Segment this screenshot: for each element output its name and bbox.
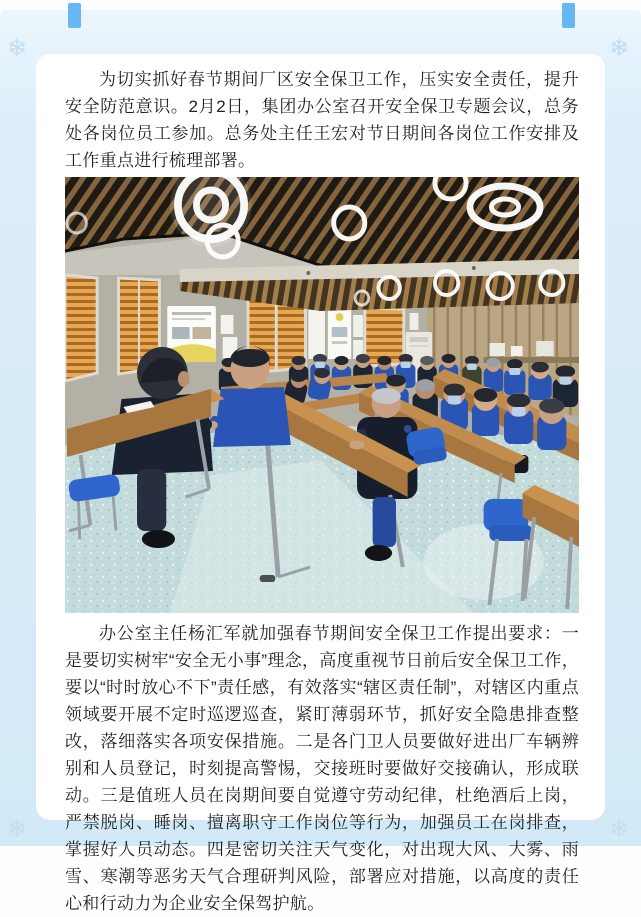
snowflake-icon: ❄ <box>609 815 630 843</box>
meeting-photo <box>65 177 579 613</box>
meeting-photo-illustration <box>65 177 579 613</box>
snowflake-icon: ❄ <box>609 34 630 62</box>
snowflake-icon: ❄ <box>7 34 28 62</box>
snowflake-icon: ❄ <box>7 815 28 843</box>
decor-clip-left <box>68 3 81 28</box>
decor-clip-right <box>562 3 575 28</box>
article-card <box>36 54 605 913</box>
paragraph-requirements: 办公室主任杨汇军就加强春节期间安全保卫工作提出要求：一是要切实树牢“安全无小事”理念，高度重视节日前后安全保卫工作，要以“时时放心不下”责任感，有效落实“辖区责任制”，对辖区内重点领域要开展不定时巡逻巡查，紧盯薄弱环节，抓好安全隐患排查整改，落细落实各项安保措施。二是各门卫人员要做好进出厂车辆辨别和人员登记，时刻提高警惕，交接班时要做好交接确认，形成联动。三是值班人员在岗期间要自觉遵守劳动纪律，杜绝酒后上岗，严禁脱岗、睡岗、擅离职守工作岗位等行为，加强员工在岗排查，掌握好人员动态。四是密切关注天气变化，对出现大风、大雾、雨雪、寒潮等恶劣天气合理研判风险，部署应对措施，以高度的责任心和行动力为企业安全保驾护航。 <box>65 624 579 913</box>
paragraph-intro: 为切实抓好春节期间厂区安全保卫工作，压实安全责任，提升安全防范意识。2月2日，集团办公室召开安全保卫专题会议，总务处各岗位员工参加。总务处主任王宏对节日期间各岗位工作安排及工作重点进行梳理部署。 <box>65 70 579 170</box>
